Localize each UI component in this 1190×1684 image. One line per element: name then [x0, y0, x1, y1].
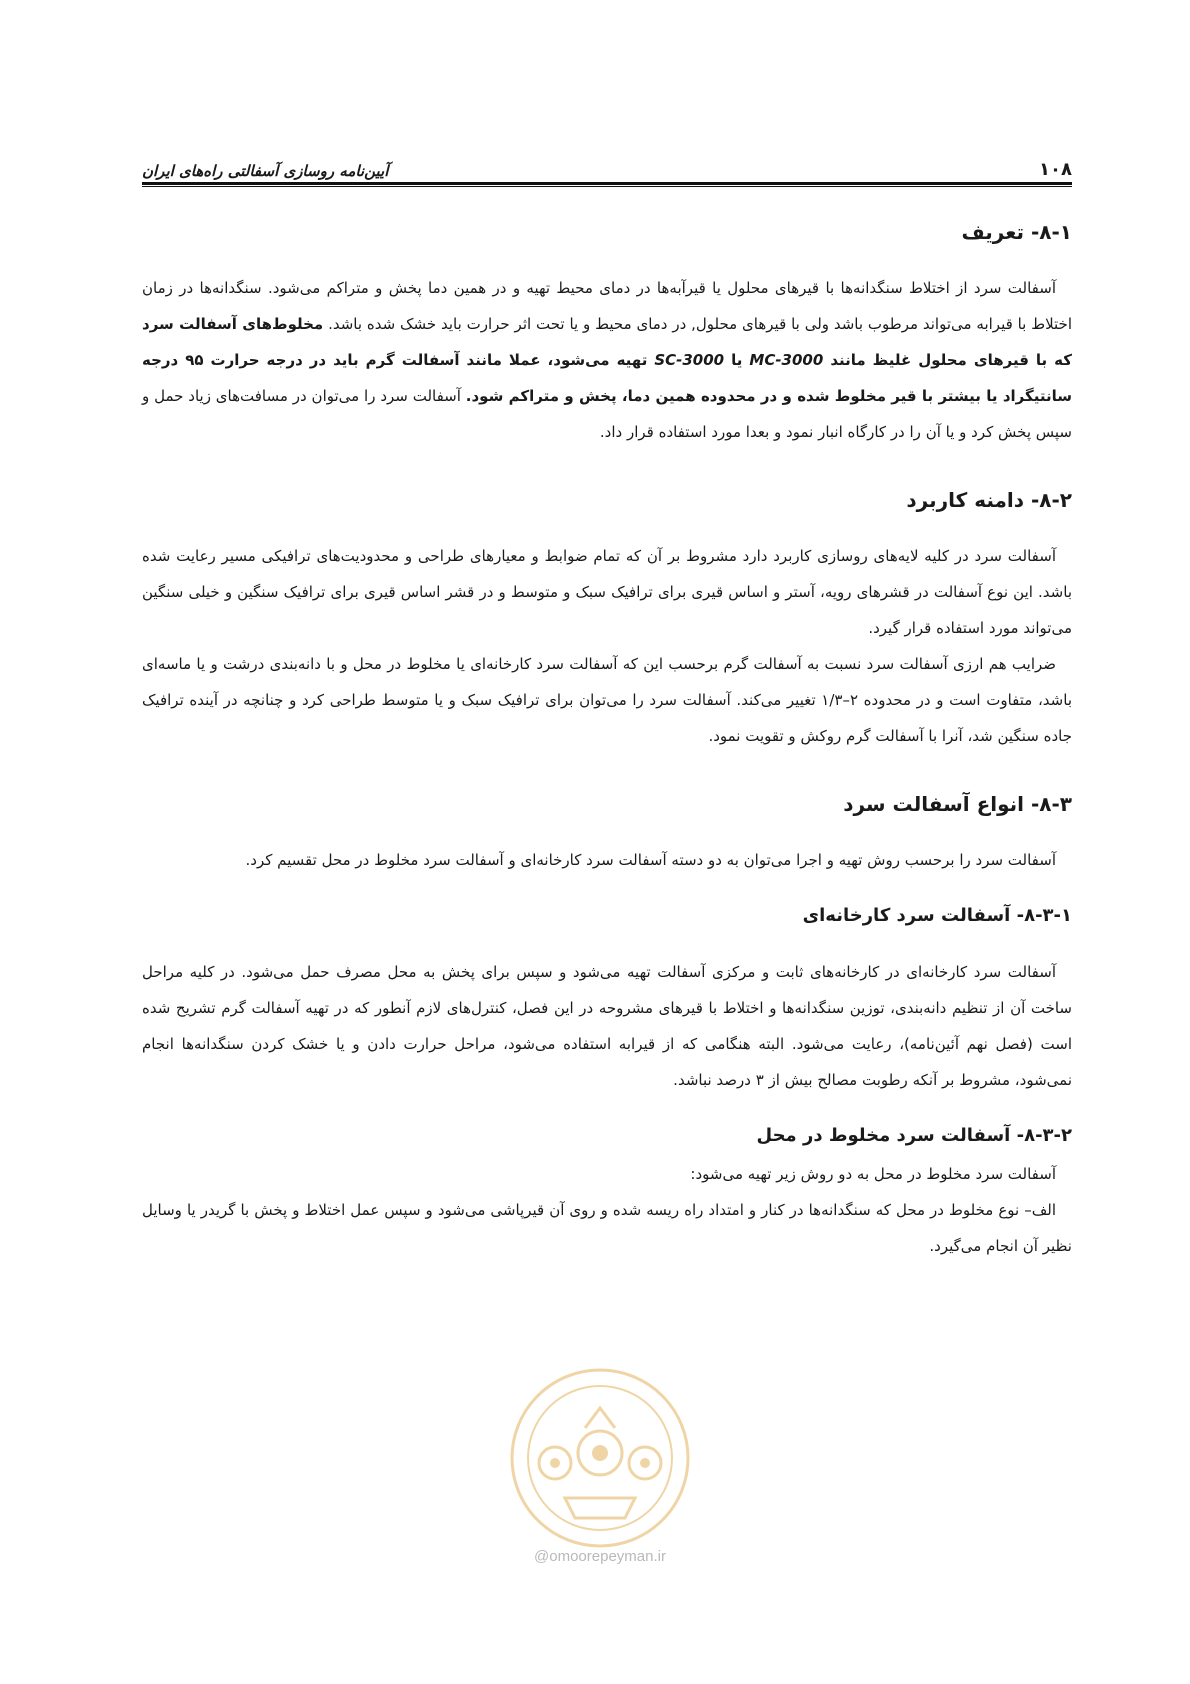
paragraph: آسفالت سرد از اختلاط سنگدانه‌ها با قیرهای محلول یا قیرآبه‌ها در دمای محیط تهیه و در همین دما پخش و متراکم می‌شود. سنگدانه‌ها در زمان اختلاط با قیرابه می‌تواند مرطوب باشد ولی با قیرهای محلول, در دمای محیط و یا تحت اثر حرارت باید خشک شده باشد. مخلوط‌های آسفالت سرد که با قیرهای محلول غلیظ مانند MC-3000 یا SC-3000 تهیه می‌شود، عملا مانند آسفالت گرم باید در درجه حرارت ۹۵ درجه سانتیگراد یا بیشتر با قیر مخلوط شده و در محدوده همین دما، پخش و متراکم شود. آسفالت سرد را می‌توان در مسافت‌های زیاد حمل و سپس پخش کرد و یا آن را در کارگاه انبار نمود و بعدا مورد استفاده قرار داد.	[142, 279, 1072, 441]
paragraph: آسفالت سرد مخلوط در محل به دو روش زیر تهیه می‌شود:	[690, 1165, 1056, 1183]
subsection-plant-mix	[142, 896, 1072, 1098]
running-header	[142, 150, 1072, 180]
paragraph: آسفالت سرد را برحسب روش تهیه و اجرا می‌توان به دو دسته آسفالت سرد کارخانه‌ای و آسفالت سرد مخلوط در محل تقسیم کرد.	[245, 851, 1056, 869]
watermark-url: @omoorepeyman.ir	[534, 1548, 666, 1565]
book-title: آیین‌نامه روسازی آسفالتی راه‌های ایران	[142, 162, 389, 180]
header-rule	[142, 182, 1072, 187]
paragraph: آسفالت سرد در کلیه لایه‌های روسازی کاربرد دارد مشروط بر آن که تمام ضوابط و معیارهای طراحی و محدودیت‌های ترافیکی مسیر رعایت شده باشد. این نوع آسفالت در قشرهای رویه، آستر و اساس قیری برای ترافیک سبک و متوسط و در قشر اساس قیری برای ترافیک سنگین و خیلی سنگین می‌تواند مورد استفاده قرار گیرد.	[142, 547, 1072, 637]
paragraph: ضرایب هم ارزی آسفالت سرد نسبت به آسفالت گرم برحسب این که آسفالت سرد کارخانه‌ای یا مخلوط در محل و با دانه‌بندی درشت و یا ماسه‌ای باشد، متفاوت است و در محدوده ۲–۱/۳ تغییر می‌کند. آسفالت سرد را می‌توان برای ترافیک سبک و یا متوسط طراحی کرد و چنانچه در آینده ترافیک جاده سنگین شد، آنرا با آسفالت گرم روکش و تقویت نمود.	[142, 655, 1072, 745]
section-scope	[142, 480, 1072, 754]
section-title: ۸-۳- انواع آسفالت سرد	[843, 792, 1072, 816]
subsection-title: ۸-۳-۱- آسفالت سرد کارخانه‌ای	[802, 905, 1072, 926]
subsection-mixed-in-place	[142, 1116, 1072, 1264]
section-definition	[142, 212, 1072, 450]
paragraph: الف– نوع مخلوط در محل که سنگدانه‌ها در کنار و امتداد راه ریسه شده و روی آن قیرپاشی می‌شود و سپس عمل اختلاط و پخش با گریدر یا وسایل نظیر آن انجام می‌گیرد.	[142, 1201, 1072, 1255]
section-title: ۸-۲- دامنه کاربرد	[906, 488, 1072, 512]
page-body	[142, 212, 1072, 1264]
subsection-title: ۸-۳-۲- آسفالت سرد مخلوط در محل	[756, 1125, 1072, 1146]
paragraph: آسفالت سرد کارخانه‌ای در کارخانه‌های ثابت و مرکزی آسفالت تهیه می‌شود و سپس برای پخش به محل مصرف حمل می‌شود. در کلیه مراحل ساخت آن از تنظیم دانه‌بندی، توزین سنگدانه‌ها و اختلاط با قیرهای مشروحه در این فصل، کنترل‌های لازم آنطور که در تهیه آسفالت گرم تشریح شده است (فصل نهم آئین‌نامه)، رعایت می‌شود. البته هنگامی که از قیرابه استفاده می‌شود، مراحل حرارت دادن و یا خشک کردن سنگدانه‌ها انجام نمی‌شود، مشروط بر آنکه رطوبت مصالح بیش از ۳ درصد نباشد.	[142, 963, 1072, 1089]
page-number: ۱۰۸	[1039, 159, 1072, 180]
section-title: ۸-۱- تعریف	[961, 220, 1072, 244]
section-types	[142, 784, 1072, 878]
watermark-seal	[495, 1348, 705, 1578]
